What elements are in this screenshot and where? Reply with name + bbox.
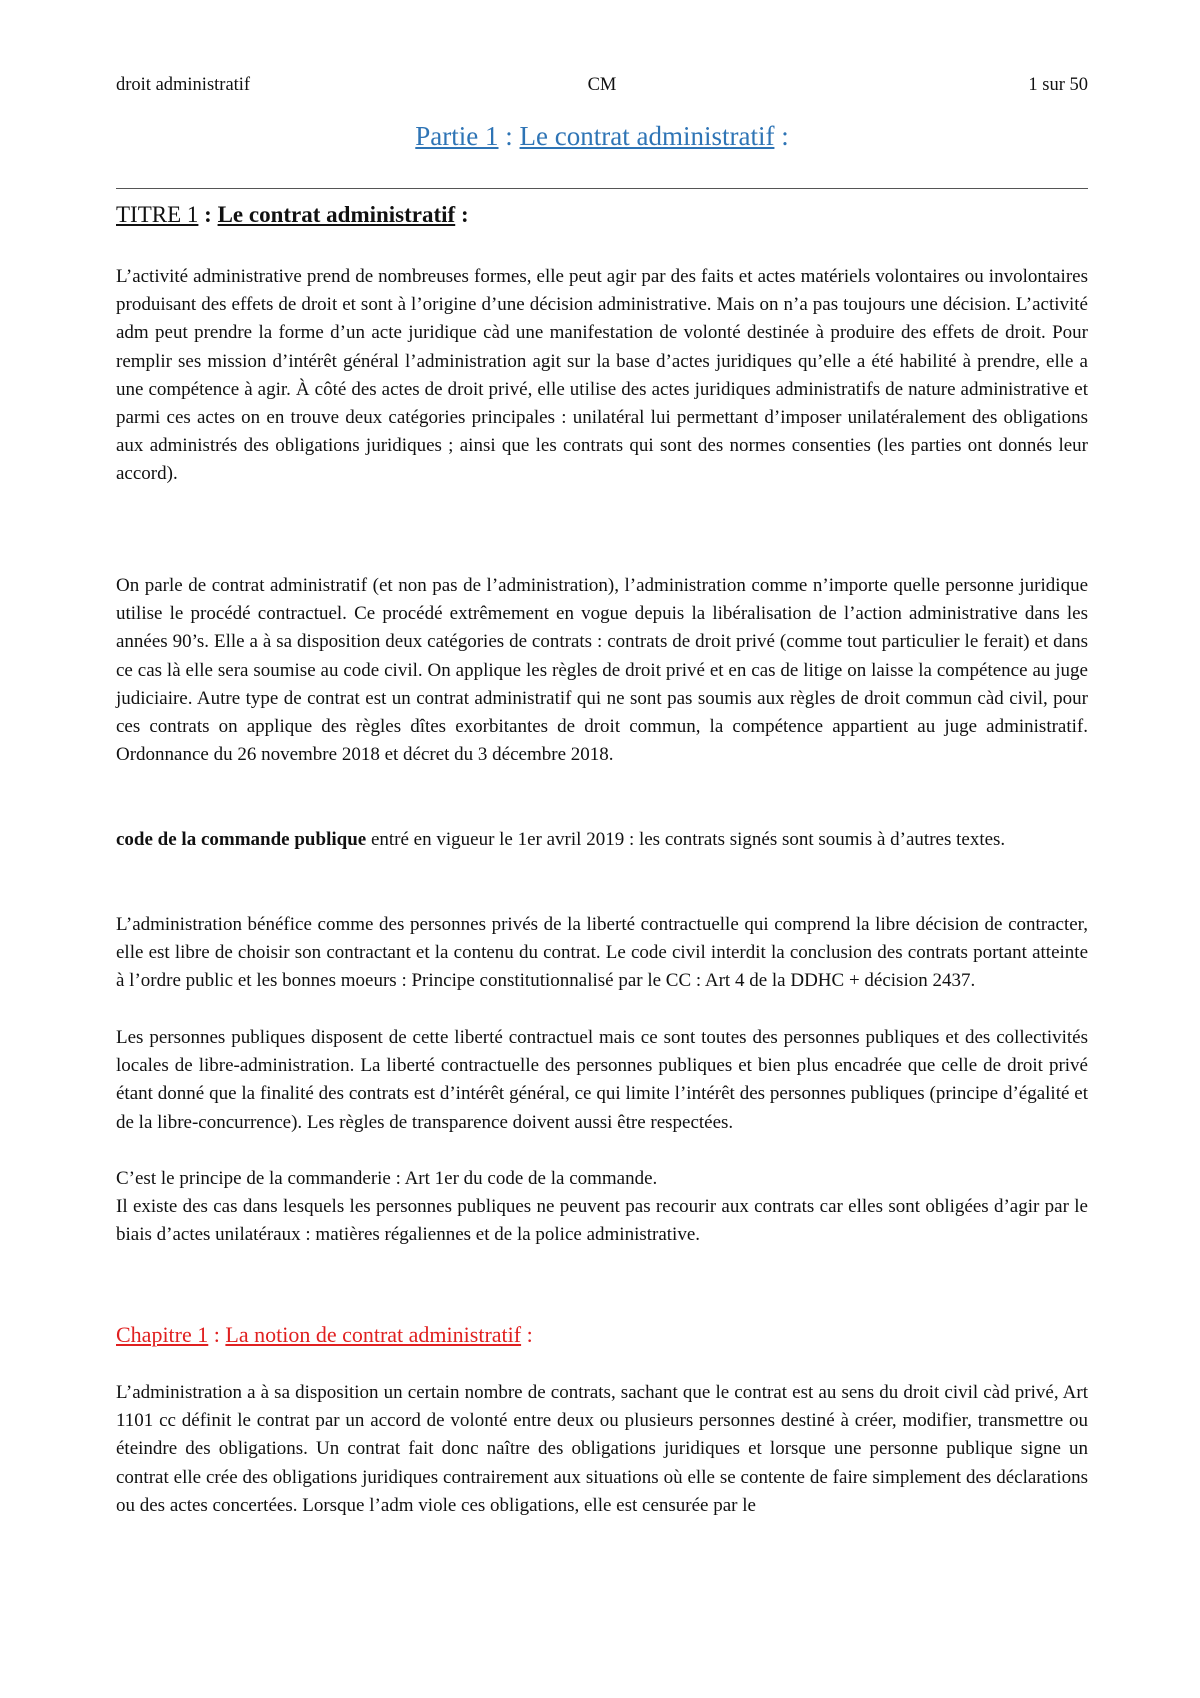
titre-title: Le contrat administratif <box>217 202 456 227</box>
titre-suffix: : <box>455 202 469 227</box>
titre-separator: : <box>198 202 218 227</box>
paragraph-4: L’administration bénéfice comme des personnes privés de la liberté contractuelle qui comprend la libre décision de contracter, elle est libre de choisir son contractant et la contenu du contrat. Le code civil interdit la conclusion des contrats portant atteinte à l’ordre public et les bonnes moeurs : Principe constitutionnalisé par le CC : Art 4 de la DDHC + décision 2437. <box>116 914 1088 992</box>
header-center: CM <box>587 75 617 95</box>
paragraph-8: L’administration a à sa disposition un certain nombre de contrats, sachant que le contrat est au sens du droit civil càd privé, Art 1101 cc définit le contrat par un accord de volonté entre deux ou plusieurs personnes destiné à créer, modifier, transmettre ou éteindre des obligations. Un contrat fait donc naître des obligations juridiques et lorsque une personne publique signe un contrat elle crée des obligations juridiques contrairement aux situations où elle se contente de faire simplement des déclarations ou des actes concertées. Lorsque l’adm viole ces obligations, elle est censurée par le <box>116 1382 1088 1516</box>
chapter-suffix: : <box>521 1322 533 1347</box>
part-separator: : <box>498 121 520 151</box>
page-number: 1 sur 50 <box>1028 75 1088 95</box>
part-title-text: Le contrat administratif <box>519 121 775 151</box>
running-header <box>116 72 1088 98</box>
paragraph-3-bold: code de la commande publique <box>116 829 367 850</box>
paragraph-6: C’est le principe de la commanderie : Art 1er du code de la commande. <box>116 1168 658 1189</box>
part-title <box>116 116 1088 156</box>
paragraph-3-text: entré en vigueur le 1er avril 2019 : les contrats signés sont soumis à d’autres textes. <box>366 829 1006 850</box>
paragraph-2: On parle de contrat administratif (et non pas de l’administration), l’administration comme n’importe quelle personne juridique utilise le procédé contractuel. Ce procédé extrêmement en vogue depuis la libéralisation de l’action administrative dans les années 90’s. Elle a à sa disposition deux catégories de contrats : contrats de droit privé (comme tout particulier le ferait) et dans ce cas là elle sera soumise au code civil. On applique les règles de droit privé et en cas de litige on laisse la compétence au juge judiciaire. Autre type de contrat est un contrat administratif qui ne sont pas soumis aux règles de droit commun càd civil, pour ces contrats on applique des règles dîtes exorbitantes de droit commun, la compétence appartient au juge administratif. Ordonnance du 26 novembre 2018 et décret du 3 décembre 2018. <box>116 575 1088 766</box>
chapter-title: La notion de contrat administratif <box>225 1322 522 1347</box>
part-label: Partie 1 <box>415 121 499 151</box>
part-suffix: : <box>774 121 789 151</box>
horizontal-rule <box>116 188 1088 189</box>
chapter-heading <box>116 1318 1088 1352</box>
paragraph-3 <box>116 826 1088 854</box>
chapter-label: Chapitre 1 <box>116 1322 209 1347</box>
chapter-separator: : <box>208 1322 226 1347</box>
header-left: droit administratif <box>116 75 251 95</box>
titre-label: TITRE 1 <box>116 202 199 227</box>
titre-heading <box>116 198 1088 232</box>
paragraph-5: Les personnes publiques disposent de cette liberté contractuel mais ce sont toutes des personnes publiques et des collectivités locales de libre-administration. La liberté contractuelle des personnes publiques et bien plus encadrée que celle de droit privé étant donné que la finalité des contrats est d’intérêt général, ce qui limite l’intérêt des personnes publiques (principe d’égalité et de la libre-concurrence). Les règles de transparence doivent aussi être respectées. <box>116 1027 1088 1133</box>
paragraph-7: Il existe des cas dans lesquels les personnes publiques ne peuvent pas recourir aux contrats car elles sont obligées d’agir par le biais d’actes unilatéraux : matières régaliennes et de la police administrative. <box>116 1196 1088 1246</box>
paragraph-1: L’activité administrative prend de nombreuses formes, elle peut agir par des faits et actes matériels volontaires ou involontaires produisant des effets de droit et sont à l’origine d’une décision administrative. Mais on n’a pas toujours une décision. L’activité adm peut prendre la forme d’un acte juridique càd une manifestation de volonté destinée à produire des effets de droit. Pour remplir ses mission d’intérêt général l’administration agit sur la base d’actes juridiques qu’elle a été habilité à prendre, elle a une compétence à agir. À côté des actes de droit privé, elle utilise des actes juridiques administratifs de nature administrative et parmi ces actes on en trouve deux catégories principales : unilatéral lui permettant d’imposer unilatéralement des obligations aux administrés des obligations juridiques ; ainsi que les contrats qui sont des normes consenties (les parties ont donnés leur accord). <box>116 266 1088 485</box>
